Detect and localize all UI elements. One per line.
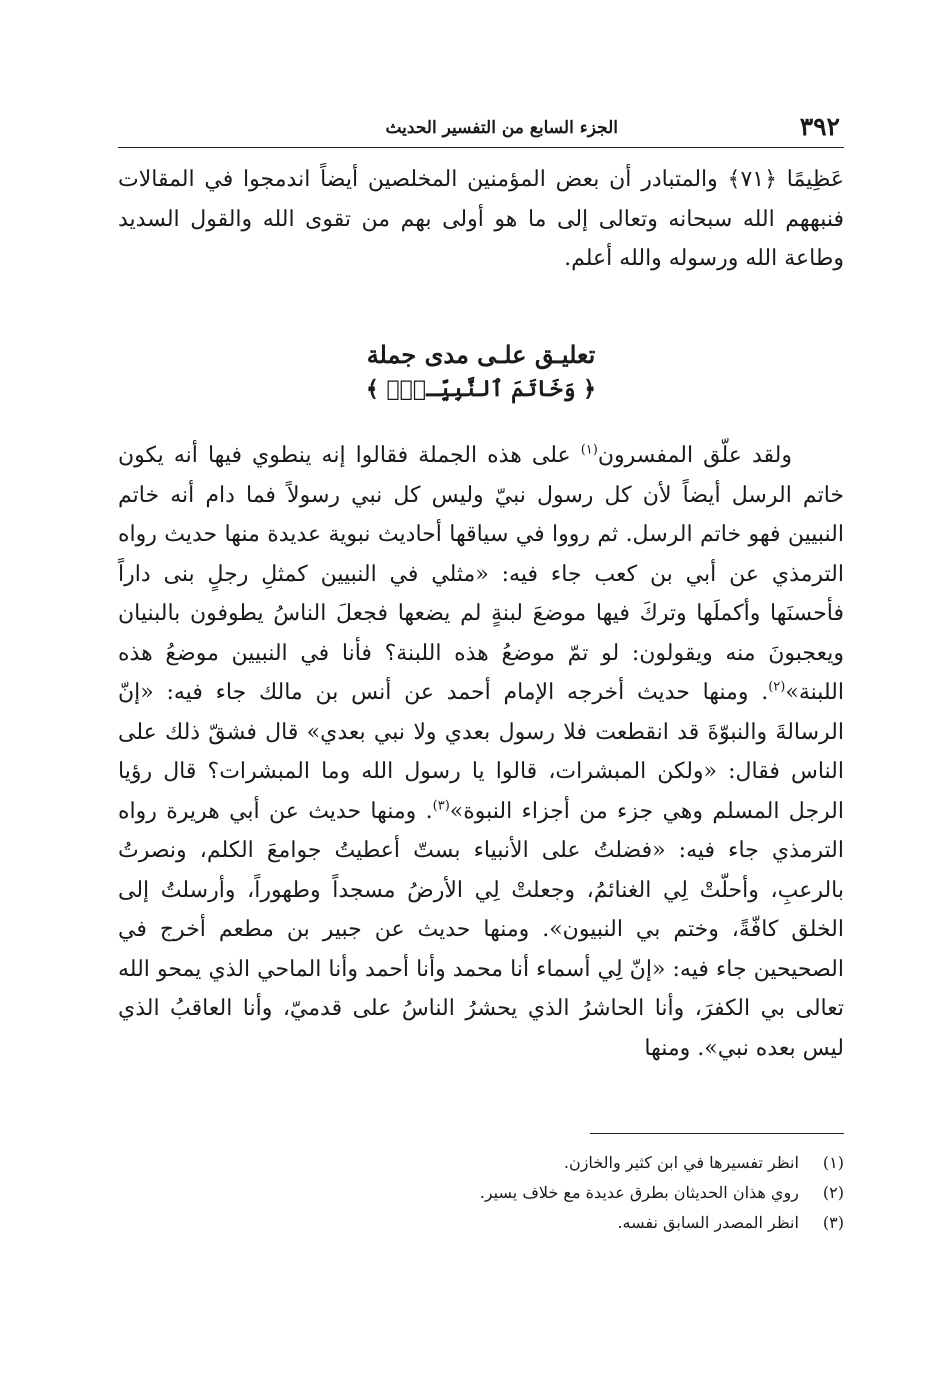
intro-paragraph-block — [118, 160, 844, 279]
main-text-part1: ولقد علّق المفسرون — [597, 443, 792, 468]
footnote-number: (١) — [822, 1153, 844, 1172]
footnote-text: انظر تفسيرها في ابن كثير والخازن. — [563, 1153, 799, 1172]
footnote-number: (٣) — [822, 1213, 844, 1232]
footnote-item — [244, 1178, 844, 1208]
footnote-ref-2: (٢) — [768, 679, 786, 695]
running-title: الجزء السابع من التفسير الحديث — [385, 118, 618, 138]
footnote-ref-3: (٣) — [432, 798, 450, 814]
intro-paragraph: عَظِيمًا ﴿٧١﴾ والمتبادر أن بعض المؤمنين المخلصين أيضاً اندمجوا في المقالات فنبههم الله سبحانه وتعالى إلى ما هو أولى بهم من تقوى الله والقول السديد وطاعة الله ورسوله والله أعلم. — [118, 167, 844, 271]
header-rule — [118, 147, 844, 148]
footnote-rule — [590, 1133, 844, 1134]
main-paragraph-block — [118, 436, 844, 1068]
section-title: تعليـق علـى مدى جملة — [366, 340, 596, 369]
footnote-item — [244, 1208, 844, 1238]
section-heading — [118, 338, 844, 406]
section-verse: ﴿ وَخَاتَمَ ٱلنَّبِيِّـنَۗ ﴾ — [365, 376, 597, 402]
footnote-ref-1: (١) — [580, 442, 598, 458]
main-text-part2: على هذه الجملة فقالوا إنه ينطوي فيها أنه يكون خاتم الرسل أيضاً لأن كل رسول نبيّ وليس كل نبي رسولاً فما دام أنه خاتم النبيين فهو خاتم الرسل. ثم رووا في سياقها أحاديث نبوية عديدة منها حديث رواه الترمذي عن أبي بن كعب جاء فيه: «مثلي في النبيين كمثلِ رجلٍ بنى داراً فأحسنَها وأكملَها وتركَ فيها موضعَ لبنةٍ لم يضعها فجعلَ الناسُ يطوفون بالبنيان ويعجبونَ منه ويقولون: لو تمّ موضعُ هذه اللبنة؟ فأنا في النبيين موضعُ هذه اللبنة» — [118, 443, 844, 705]
footnotes — [244, 1148, 844, 1238]
main-text-part4: . ومنها حديث عن أبي هريرة رواه الترمذي جاء فيه: «فضلتُ على الأنبياء بستّ أعطيتُ جوامعَ الكلم، ونصرتُ بالرعبِ، وأحلّتْ لِي الغنائمُ، وجعلتْ لِي الأرضُ مسجداً وطهوراً، وأرسلتُ إلى الخلق كافّةً، وختم بي النبيون». ومنها حديث عن جبير بن مطعم أخرج في الصحيحين جاء فيه: «إنّ لِي أسماء أنا محمد وأنا أحمد وأنا الماحي الذي يمحو الله تعالى بي الكفرَ، وأنا الحاشرُ الذي يحشرُ الناسُ على قدميّ، وأنا العاقبُ الذي ليس بعده نبي». ومنها — [118, 798, 844, 1061]
main-paragraph — [118, 436, 844, 1068]
footnote-text: روي هذان الحديثان بطرق عديدة مع خلاف يسير. — [479, 1183, 799, 1202]
footnote-text: انظر المصدر السابق نفسه. — [617, 1213, 799, 1232]
page-number: ٣٩٢ — [799, 112, 840, 141]
footnote-item — [244, 1148, 844, 1178]
page-header — [118, 108, 844, 148]
main-text-part3: . ومنها حديث أخرجه الإمام أحمد عن أنس بن مالك جاء فيه: «إنّ الرسالةَ والنبوّةَ قد انقطعت فلا رسول بعدي ولا نبي بعدي» قال فشقّ ذلك على الناس فقال: «ولكن المبشرات، قالوا يا رسول الله وما المبشرات؟ قال رؤيا الرجل المسلم وهي جزء من أجزاء النبوة» — [118, 680, 844, 824]
footnote-number: (٢) — [822, 1183, 844, 1202]
